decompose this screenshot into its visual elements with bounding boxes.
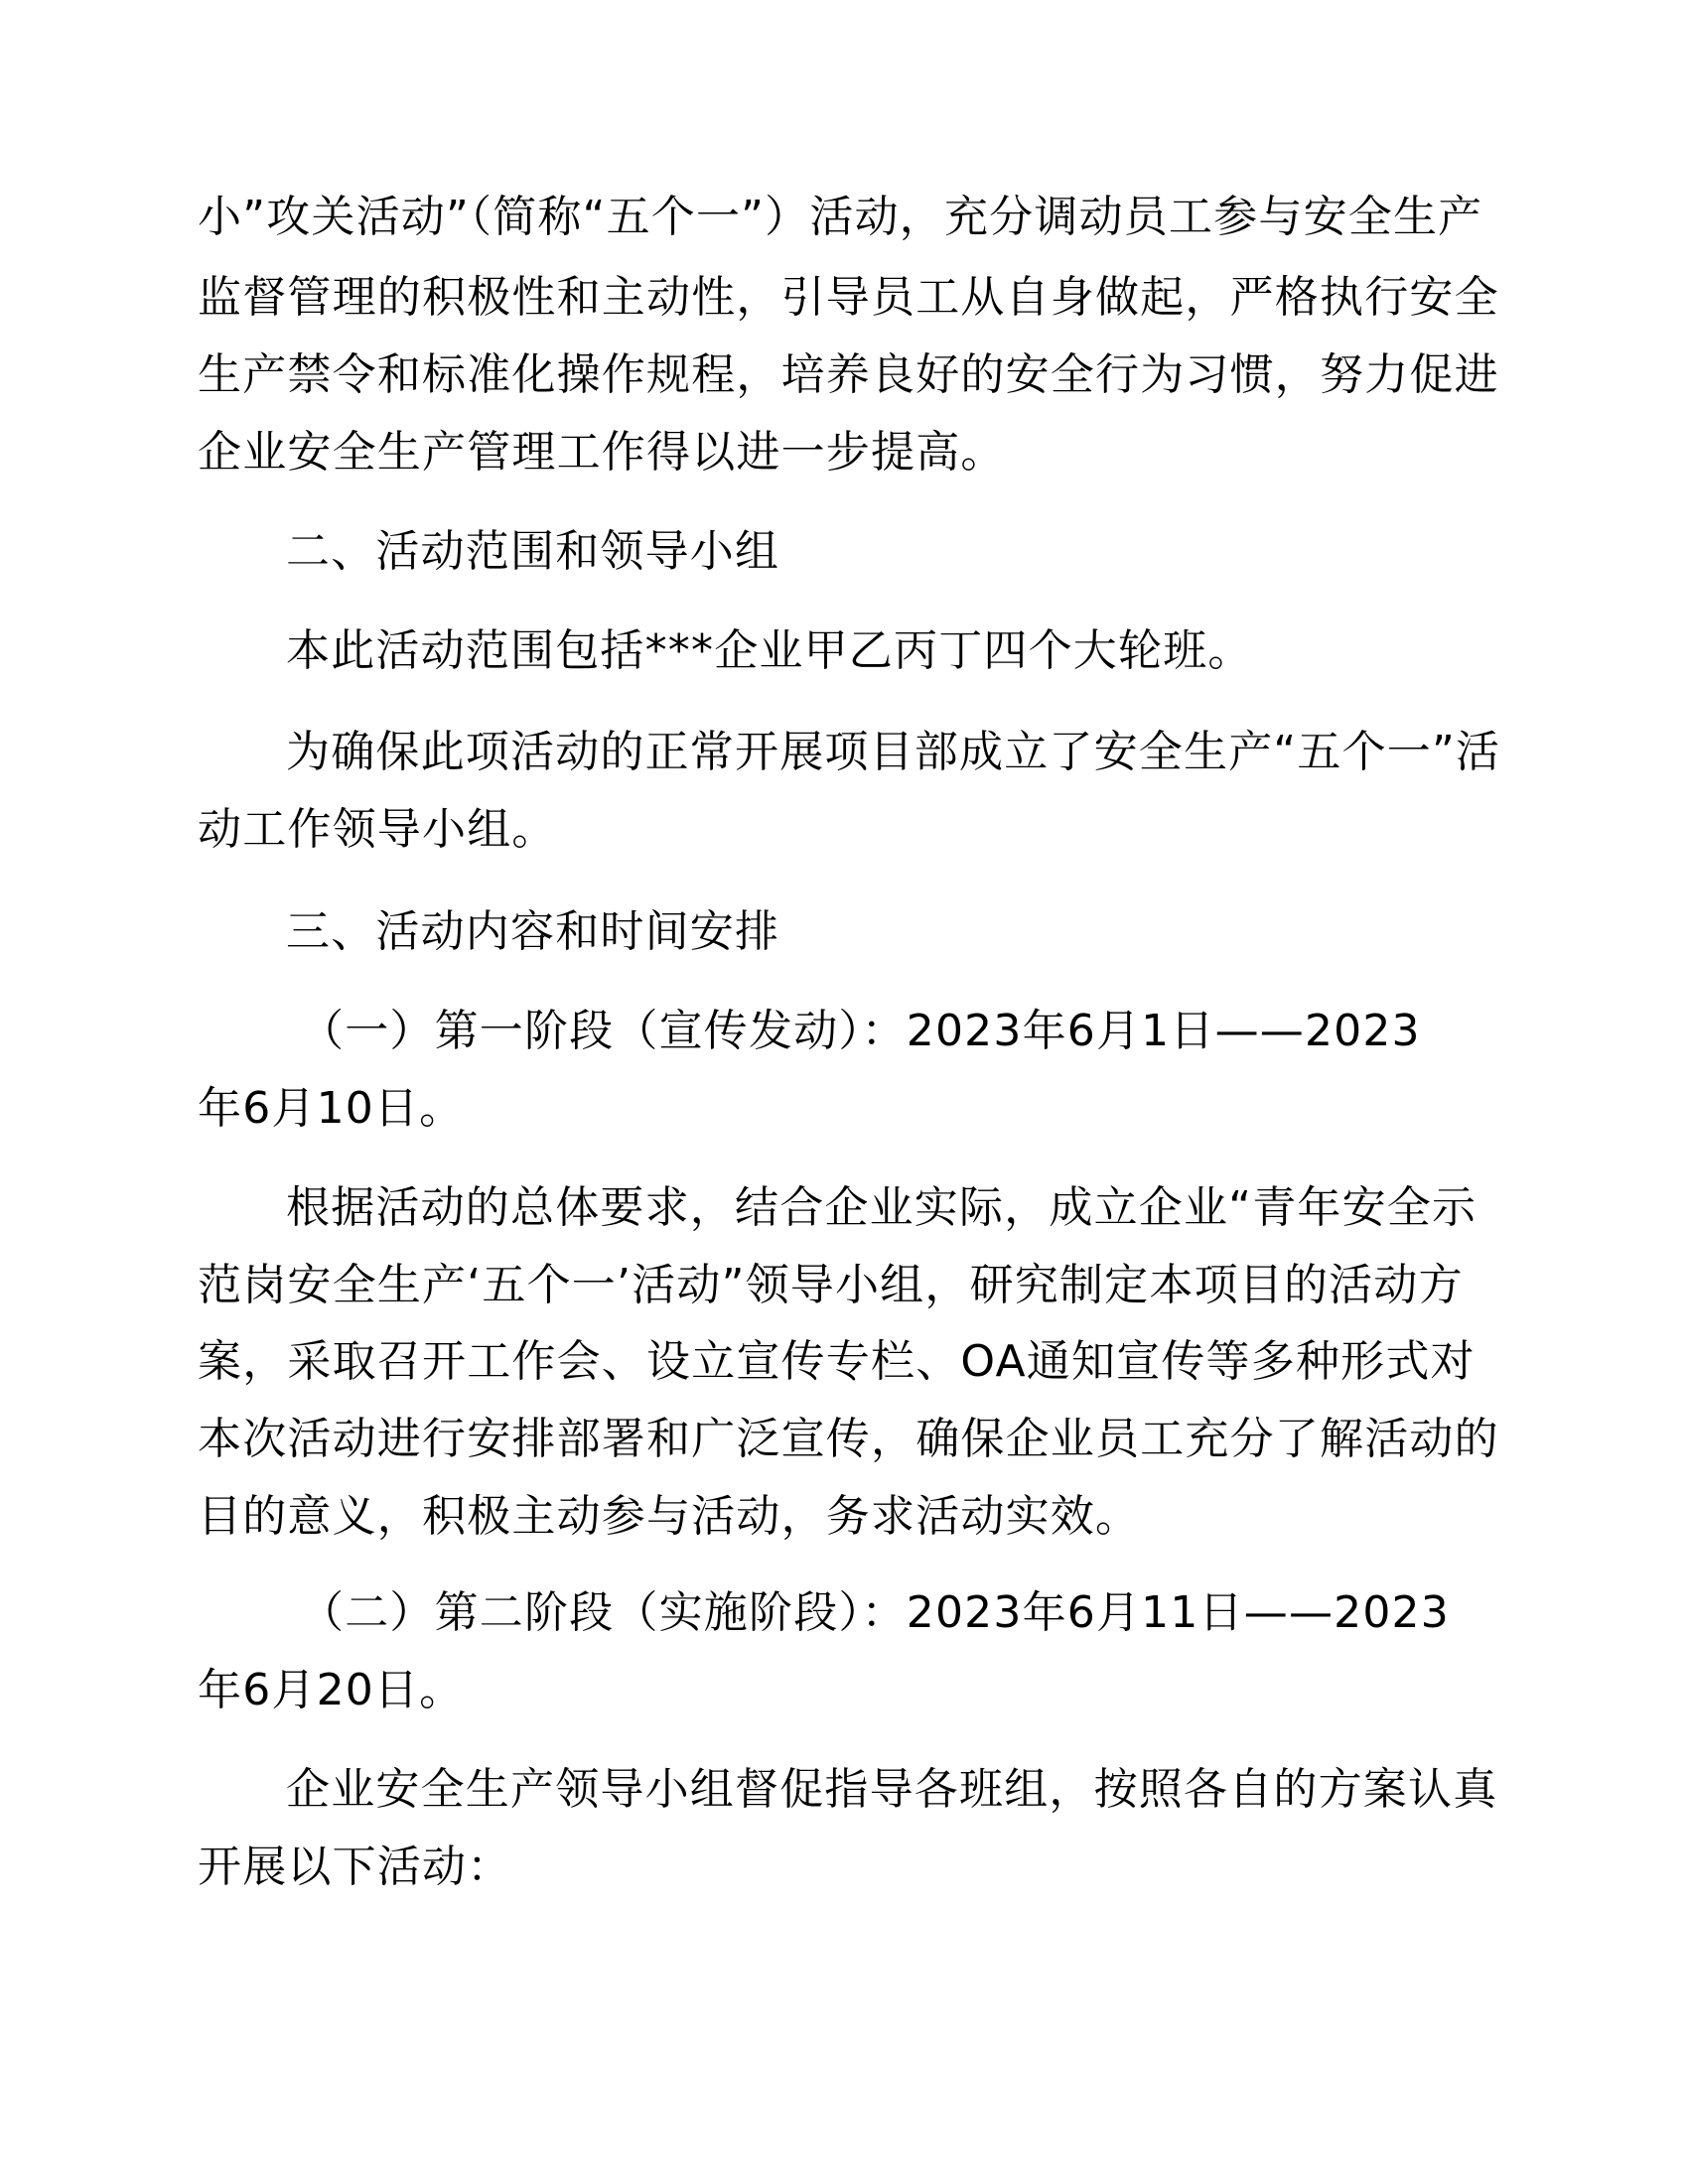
paragraph-line: 范岗安全生产‘五个一’活动”领导小组，研究制定本项目的活动方 bbox=[198, 1260, 1464, 1310]
paragraph-line: 企业安全生产管理工作得以进一步提高。 bbox=[198, 427, 1006, 478]
paragraph-line: 根据活动的总体要求，结合企业实际，成立企业“青年安全示 bbox=[286, 1182, 1477, 1233]
stage-heading: 年6月20日。 bbox=[198, 1665, 465, 1715]
section-heading: 二、活动范围和领导小组 bbox=[286, 526, 780, 577]
paragraph-line: 案，采取召开工作会、设立宣传专栏、OA通知宣传等多种形式对 bbox=[198, 1336, 1476, 1387]
stage-heading: （二）第二阶段（实施阶段）：2023年6月11日——2023 bbox=[300, 1587, 1450, 1638]
paragraph-line: 本次活动进行安排部署和广泛宣传，确保企业员工充分了解活动的 bbox=[198, 1414, 1499, 1464]
stage-heading: 年6月10日。 bbox=[198, 1083, 465, 1134]
paragraph-line: 企业安全生产领导小组督促指导各班组，按照各自的方案认真 bbox=[286, 1764, 1498, 1815]
section-heading: 三、活动内容和时间安排 bbox=[286, 906, 780, 957]
paragraph-line: 开展以下活动： bbox=[198, 1842, 512, 1892]
paragraph-line: 为确保此项活动的正常开展项目部成立了安全生产“五个一”活 bbox=[286, 727, 1501, 777]
paragraph-line: 目的意义，积极主动参与活动，务求活动实效。 bbox=[198, 1491, 1141, 1542]
paragraph-line: 小”攻关活动”（简称“五个一”）活动，充分调动员工参与安全生产 bbox=[198, 192, 1483, 242]
paragraph-line: 生产禁令和标准化操作规程，培养良好的安全行为习惯，努力促进 bbox=[198, 349, 1499, 400]
paragraph-line: 本此活动范围包括***企业甲乙丙丁四个大轮班。 bbox=[286, 625, 1253, 676]
stage-heading: （一）第一阶段（宣传发动）：2023年6月1日——2023 bbox=[300, 1006, 1421, 1056]
paragraph-line: 监督管理的积极性和主动性，引导员工从自身做起，严格执行安全 bbox=[198, 272, 1499, 323]
paragraph-line: 动工作领导小组。 bbox=[198, 804, 557, 855]
